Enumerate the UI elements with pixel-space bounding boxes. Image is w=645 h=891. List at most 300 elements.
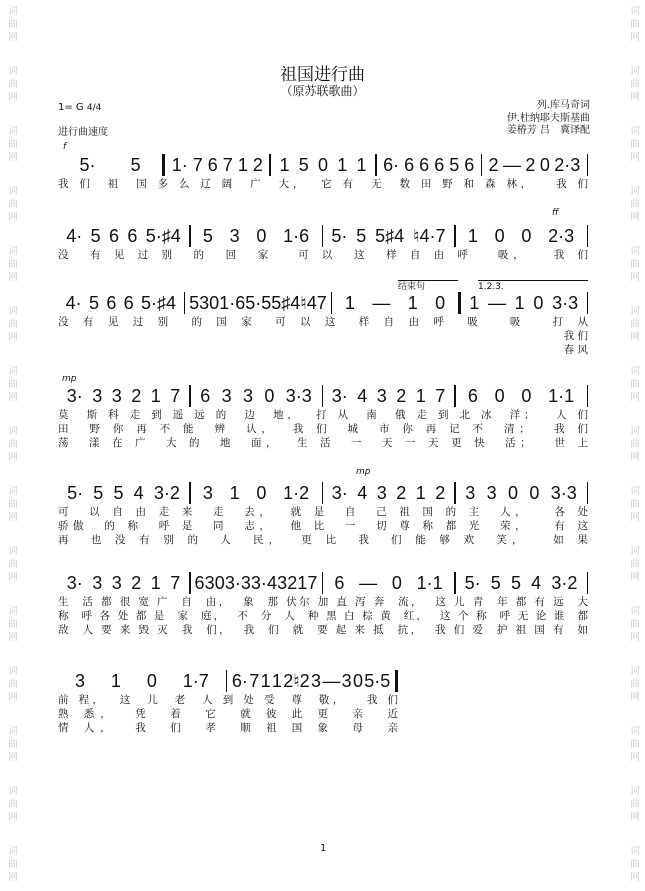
watermark-char: 曲: [8, 319, 18, 330]
note: 0: [256, 482, 267, 503]
lyric-line: 莫 斯 科 走 到 遥 远 的 边 地， 打 从 南 俄 走 到 北 冰 洋； 人 们: [58, 409, 588, 421]
note: 4: [133, 482, 144, 503]
note: 0: [529, 482, 540, 503]
staff-system: [58, 384, 588, 450]
watermark-char: 词: [630, 186, 640, 197]
measure: [323, 573, 454, 594]
note: 5: [449, 154, 460, 175]
note: 5: [130, 154, 141, 175]
note: 1·1: [416, 572, 443, 593]
watermark-char: 词: [8, 486, 18, 497]
note: 0: [146, 670, 157, 691]
note: 0: [521, 385, 532, 406]
note: 7: [222, 154, 233, 175]
notes-row: [58, 481, 588, 505]
song-subtitle: （原苏联歌曲）: [280, 84, 365, 98]
note: 3: [111, 385, 122, 406]
lyricist: 列.库马奇词: [536, 100, 590, 111]
note: 2·3: [548, 225, 575, 246]
watermark-char: 网: [630, 872, 640, 883]
note: 7: [170, 385, 181, 406]
note: 7: [435, 385, 446, 406]
watermark-char: 曲: [8, 619, 18, 630]
lyric-line: 敌 人 要 来 毁 灭 我 们， 我 们 就 要 起 来 抵 抗， 我 们 爱 护 祖 国 有 如: [58, 624, 588, 636]
note: 3·: [331, 385, 348, 406]
note: 6: [434, 154, 445, 175]
translators: 姜椿芳 吕 冀译配: [506, 125, 590, 136]
note: 5: [490, 572, 501, 593]
lyric-line: 春 风: [563, 344, 588, 356]
note: 4: [531, 572, 542, 593]
tempo-marking: 进行曲速度: [58, 127, 108, 138]
note: 3·3: [224, 572, 251, 593]
note: 3: [92, 385, 103, 406]
dynamic-ff: ff: [552, 208, 559, 218]
note: 4: [357, 482, 368, 503]
measure: [271, 155, 375, 176]
watermark-char: 网: [630, 572, 640, 583]
watermark-char: 词: [630, 666, 640, 677]
watermark-char: 网: [630, 212, 640, 223]
dynamic-mp: mp: [62, 374, 77, 384]
note: 6: [200, 385, 211, 406]
watermark-char: 词: [630, 486, 640, 497]
staff-system: [58, 224, 588, 262]
note: 1: [150, 572, 161, 593]
notes-row: [58, 384, 588, 408]
watermark-char: 曲: [630, 79, 640, 90]
note: 5·: [67, 482, 84, 503]
note: 3: [242, 385, 253, 406]
barline: [587, 482, 589, 504]
watermark-char: 词: [8, 66, 18, 77]
measure: [185, 293, 331, 314]
watermark-char: 网: [8, 512, 18, 523]
watermark-char: 曲: [8, 799, 18, 810]
watermark-char: 网: [630, 692, 640, 703]
note: 1: [110, 670, 121, 691]
key-signature: [58, 102, 101, 114]
measure: [191, 386, 322, 407]
measure: [58, 386, 189, 407]
watermark-char: 词: [630, 6, 640, 17]
note: 5: [261, 292, 272, 313]
watermark-char: 曲: [8, 19, 18, 30]
watermark-char: 曲: [630, 319, 640, 330]
note: 0: [494, 385, 505, 406]
measure: [456, 226, 587, 247]
watermark-char: 网: [8, 752, 18, 763]
watermark-char: 网: [630, 632, 640, 643]
measure: [58, 293, 184, 314]
note: 5: [298, 154, 309, 175]
watermark-char: 曲: [630, 559, 640, 570]
note: 3·2: [551, 572, 578, 593]
note: 4·: [66, 225, 83, 246]
note: 1: [271, 670, 282, 691]
watermark-char: 网: [8, 692, 18, 703]
note: 5: [189, 292, 200, 313]
watermark-char: 曲: [8, 679, 18, 690]
note: 5·: [464, 572, 481, 593]
note: 2: [488, 154, 499, 175]
note: 3: [229, 225, 240, 246]
measure: [332, 293, 458, 314]
note: 0: [533, 292, 544, 313]
watermark-char: 曲: [630, 799, 640, 810]
note: 5·: [331, 225, 348, 246]
note: 0: [539, 154, 550, 175]
watermark-char: 网: [630, 812, 640, 823]
note: 2: [131, 572, 142, 593]
note: 2: [396, 482, 407, 503]
note: 3: [311, 670, 322, 691]
watermark-char: 曲: [630, 259, 640, 270]
lyric-line: 骄傲 的 称 呼 是 同 志， 他 比 一 切 尊 称 都 光 荣， 有 这: [58, 520, 588, 532]
watermark-char: 词: [8, 666, 18, 677]
watermark-char: 曲: [8, 739, 18, 750]
note: 6: [419, 154, 430, 175]
note: 3·: [66, 572, 83, 593]
note: 3: [376, 482, 387, 503]
note: —: [502, 154, 521, 175]
watermark-char: 词: [8, 606, 18, 617]
note: 1: [514, 292, 525, 313]
note: 1·6: [283, 225, 310, 246]
note: 3: [465, 482, 476, 503]
note: 5♯4: [271, 292, 301, 313]
note: 0: [391, 572, 402, 593]
watermark-char: 词: [630, 606, 640, 617]
note: 3: [277, 572, 288, 593]
watermark-char: 曲: [630, 499, 640, 510]
note: 3: [221, 385, 232, 406]
barline: [587, 385, 589, 407]
watermark-char: 网: [630, 392, 640, 403]
volta-second: 1.2.3.: [478, 280, 588, 293]
watermark-char: 网: [630, 152, 640, 163]
note: 6: [464, 154, 475, 175]
note: 3·: [66, 385, 83, 406]
note: 1·6: [219, 292, 246, 313]
watermark-char: 网: [630, 752, 640, 763]
note: 1·2: [283, 482, 310, 503]
lyric-line: 没 有 见 过 别 的 回 家 可 以 这 样 自 由 呼 吸， 我 们: [58, 249, 588, 261]
measure: [323, 483, 454, 504]
watermark-char: 网: [8, 392, 18, 403]
note: 5♯4: [375, 225, 405, 246]
note: 1: [344, 292, 355, 313]
lyric-line: 我 们 祖 国 多 么 辽 阔 广 大， 它 有 无 数 田 野 和 森 林， 我 们: [58, 178, 588, 190]
note: 1: [237, 154, 248, 175]
note: 1: [229, 482, 240, 503]
watermark-char: 网: [8, 32, 18, 43]
note: 0: [214, 572, 225, 593]
note: 5: [113, 482, 124, 503]
note: 3: [92, 572, 103, 593]
note: 0: [352, 670, 363, 691]
note: 5·: [79, 154, 96, 175]
lyric-line: 没 有 见 过 别 的 国 家 可 以 这 样 自 由 呼 吸 吸 打 从: [58, 316, 588, 328]
note: ♮4·7: [413, 225, 446, 246]
note: —: [487, 292, 506, 313]
note: 7: [170, 572, 181, 593]
lyric-line: 可 以 自 由 走 来 走 去， 就 是 自 己 祖 国 的 主 人， 各 处: [58, 506, 588, 518]
note: 3·3: [550, 482, 577, 503]
watermark-char: 网: [8, 332, 18, 343]
song-title: 祖国进行曲: [280, 65, 365, 85]
watermark-char: 词: [8, 366, 18, 377]
note: 0: [256, 225, 267, 246]
watermark-char: 词: [8, 786, 18, 797]
note: 2: [435, 482, 446, 503]
volta-first: 结束句: [398, 280, 458, 293]
notes-row: [58, 224, 588, 248]
watermark-char: 曲: [8, 379, 18, 390]
watermark-char: 网: [630, 332, 640, 343]
watermark-char: 曲: [8, 859, 18, 870]
watermark-char: 网: [630, 512, 640, 523]
note: 0: [507, 482, 518, 503]
note: 3: [204, 572, 215, 593]
note: 2·3: [554, 154, 581, 175]
lyric-line: 情 人， 我 们 孝 顺 祖 国 象 母 亲: [58, 722, 398, 734]
watermark-char: 词: [8, 6, 18, 17]
watermark-char: 曲: [630, 739, 640, 750]
note: 7: [192, 154, 203, 175]
watermark-char: 网: [8, 272, 18, 283]
note: 1: [279, 154, 290, 175]
note: 5: [510, 572, 521, 593]
note: —: [359, 572, 378, 593]
measure: [323, 386, 454, 407]
barline: [587, 225, 589, 247]
watermark-char: 词: [630, 66, 640, 77]
note: 0: [317, 154, 328, 175]
barline: [587, 572, 589, 594]
note: 5: [90, 225, 101, 246]
note: 0: [209, 292, 220, 313]
note: 0: [435, 292, 446, 313]
note: 4·: [65, 292, 82, 313]
key-text: 1= G: [58, 102, 84, 113]
watermark-char: 词: [630, 846, 640, 857]
measure: [58, 573, 189, 594]
watermark-char: 网: [8, 92, 18, 103]
watermark-char: 词: [630, 246, 640, 257]
note: 1: [260, 670, 271, 691]
measure: [482, 155, 586, 176]
watermark-char: 词: [630, 726, 640, 737]
watermark-char: 网: [8, 872, 18, 883]
measure: [191, 226, 322, 247]
note: 1: [467, 225, 478, 246]
note: 7: [307, 572, 318, 593]
measure: [461, 293, 587, 314]
note: 0: [494, 225, 505, 246]
watermark-char: 曲: [630, 139, 640, 150]
page-number: 1: [320, 843, 327, 854]
staff-system: [58, 153, 588, 191]
measure: [191, 573, 322, 594]
note: 3: [74, 670, 85, 691]
dynamic-f: f: [63, 142, 67, 152]
measure: [165, 155, 269, 176]
watermark-char: 曲: [8, 199, 18, 210]
note: 2: [396, 385, 407, 406]
barline: [395, 670, 398, 692]
watermark-char: 曲: [630, 859, 640, 870]
measure: [191, 483, 322, 504]
barline: [587, 292, 589, 314]
watermark-char: 词: [630, 306, 640, 317]
note: 5·5: [364, 670, 391, 691]
lyric-line: 前 程， 这 儿 老 人 到 处 受 尊 敬， 我 们: [58, 694, 398, 706]
note: 6: [404, 154, 415, 175]
watermark-char: 词: [8, 306, 18, 317]
measure: [58, 671, 226, 692]
note: 6: [194, 572, 205, 593]
watermark-char: 曲: [630, 19, 640, 30]
note: 6: [108, 225, 119, 246]
watermark-char: 网: [630, 32, 640, 43]
note: 1·: [171, 154, 188, 175]
note: 3·: [250, 572, 267, 593]
staff-system: [58, 291, 588, 357]
watermark-char: 曲: [8, 259, 18, 270]
staff-system: [58, 669, 398, 735]
watermark-char: 词: [8, 426, 18, 437]
watermark-char: 词: [8, 126, 18, 137]
note: —: [322, 670, 341, 691]
measure: [456, 573, 587, 594]
note: 6·: [383, 154, 400, 175]
note: 2: [252, 154, 263, 175]
note: 3·3: [285, 385, 312, 406]
watermark-char: 网: [8, 212, 18, 223]
note: 6: [123, 292, 134, 313]
note: 3·3: [552, 292, 579, 313]
credits: [507, 100, 590, 138]
lyric-line: 再 也 没 有 别 的 人 民， 更 比 我 们 能 够 欢 笑， 如 果: [58, 534, 588, 546]
note: 5·♯4: [145, 225, 181, 246]
note: 6: [106, 292, 117, 313]
watermark-char: 曲: [8, 139, 18, 150]
measure: [58, 483, 189, 504]
measure: [227, 671, 395, 692]
note: 5: [93, 482, 104, 503]
note: 2: [287, 572, 298, 593]
note: 3: [202, 482, 213, 503]
note: 1: [415, 482, 426, 503]
note: 5·: [245, 292, 262, 313]
watermark-char: 曲: [630, 619, 640, 630]
notes-row: [58, 571, 588, 595]
note: 4: [357, 385, 368, 406]
note: 4: [267, 572, 278, 593]
composer: 伊.杜纳耶夫斯基曲: [506, 112, 590, 124]
measure: [377, 155, 481, 176]
notes-row: [58, 291, 588, 315]
watermark-char: 词: [8, 846, 18, 857]
watermark-char: 词: [630, 786, 640, 797]
note: 1: [337, 154, 348, 175]
watermark-char: 词: [8, 186, 18, 197]
note: 1: [150, 385, 161, 406]
watermark-char: 词: [630, 366, 640, 377]
measure: [58, 155, 162, 176]
watermark-char: 网: [8, 152, 18, 163]
dynamic-mp: mp: [356, 467, 371, 477]
note: 3: [199, 292, 210, 313]
note: 3: [111, 572, 122, 593]
watermark-char: 曲: [630, 199, 640, 210]
watermark-char: 网: [8, 632, 18, 643]
note: 2: [131, 385, 142, 406]
watermark-char: 曲: [8, 499, 18, 510]
note: 1: [469, 292, 480, 313]
watermark-char: 网: [630, 272, 640, 283]
watermark-char: 曲: [630, 679, 640, 690]
staff-system: [58, 481, 588, 547]
notes-row: [58, 153, 588, 177]
lyric-line: 我 们: [563, 330, 588, 342]
lyric-line: 熟 悉， 凭 着 它 就 彼 此 更 亲 近: [58, 708, 398, 720]
note: 2♮2: [283, 670, 310, 691]
note: 3: [376, 385, 387, 406]
watermark-char: 网: [630, 92, 640, 103]
note: 5: [202, 225, 213, 246]
watermark-char: 曲: [8, 439, 18, 450]
watermark-char: 词: [630, 426, 640, 437]
watermark-char: 网: [8, 572, 18, 583]
note: 5: [88, 292, 99, 313]
note: 3·: [331, 482, 348, 503]
watermark-char: 词: [8, 726, 18, 737]
note: 1: [297, 572, 308, 593]
note: 3·2: [153, 482, 180, 503]
watermark-char: 曲: [630, 439, 640, 450]
note: 2: [525, 154, 536, 175]
note: 7: [316, 292, 327, 313]
note: 1·7: [182, 670, 209, 691]
note: 3: [341, 670, 352, 691]
watermark-char: 词: [630, 126, 640, 137]
notes-row: [58, 669, 398, 693]
note: 1: [415, 385, 426, 406]
note: 0: [264, 385, 275, 406]
note: 1: [407, 292, 418, 313]
lyric-line: 田 野 你 再 不 能 辨 认， 我 们 城 市 你 再 记 不 清； 我 们: [58, 423, 588, 435]
measure: [58, 226, 189, 247]
watermark-char: 网: [630, 452, 640, 463]
watermark-char: 词: [8, 246, 18, 257]
watermark-char: 网: [8, 452, 18, 463]
time-signature: 4/4: [86, 103, 102, 113]
note: 1: [356, 154, 367, 175]
watermark-char: 词: [630, 546, 640, 557]
note: 6: [467, 385, 478, 406]
note: 5: [356, 225, 367, 246]
note: 7: [249, 670, 260, 691]
note: —: [372, 292, 391, 313]
note: 0: [521, 225, 532, 246]
watermark-char: 曲: [8, 559, 18, 570]
watermark-char: 曲: [8, 79, 18, 90]
watermark-char: 网: [8, 812, 18, 823]
note: 6: [334, 572, 345, 593]
lyric-line: 荡 漾 在 广 大 的 地 面， 生 活 一 天 一 天 更 快 活； 世 上: [58, 437, 588, 449]
